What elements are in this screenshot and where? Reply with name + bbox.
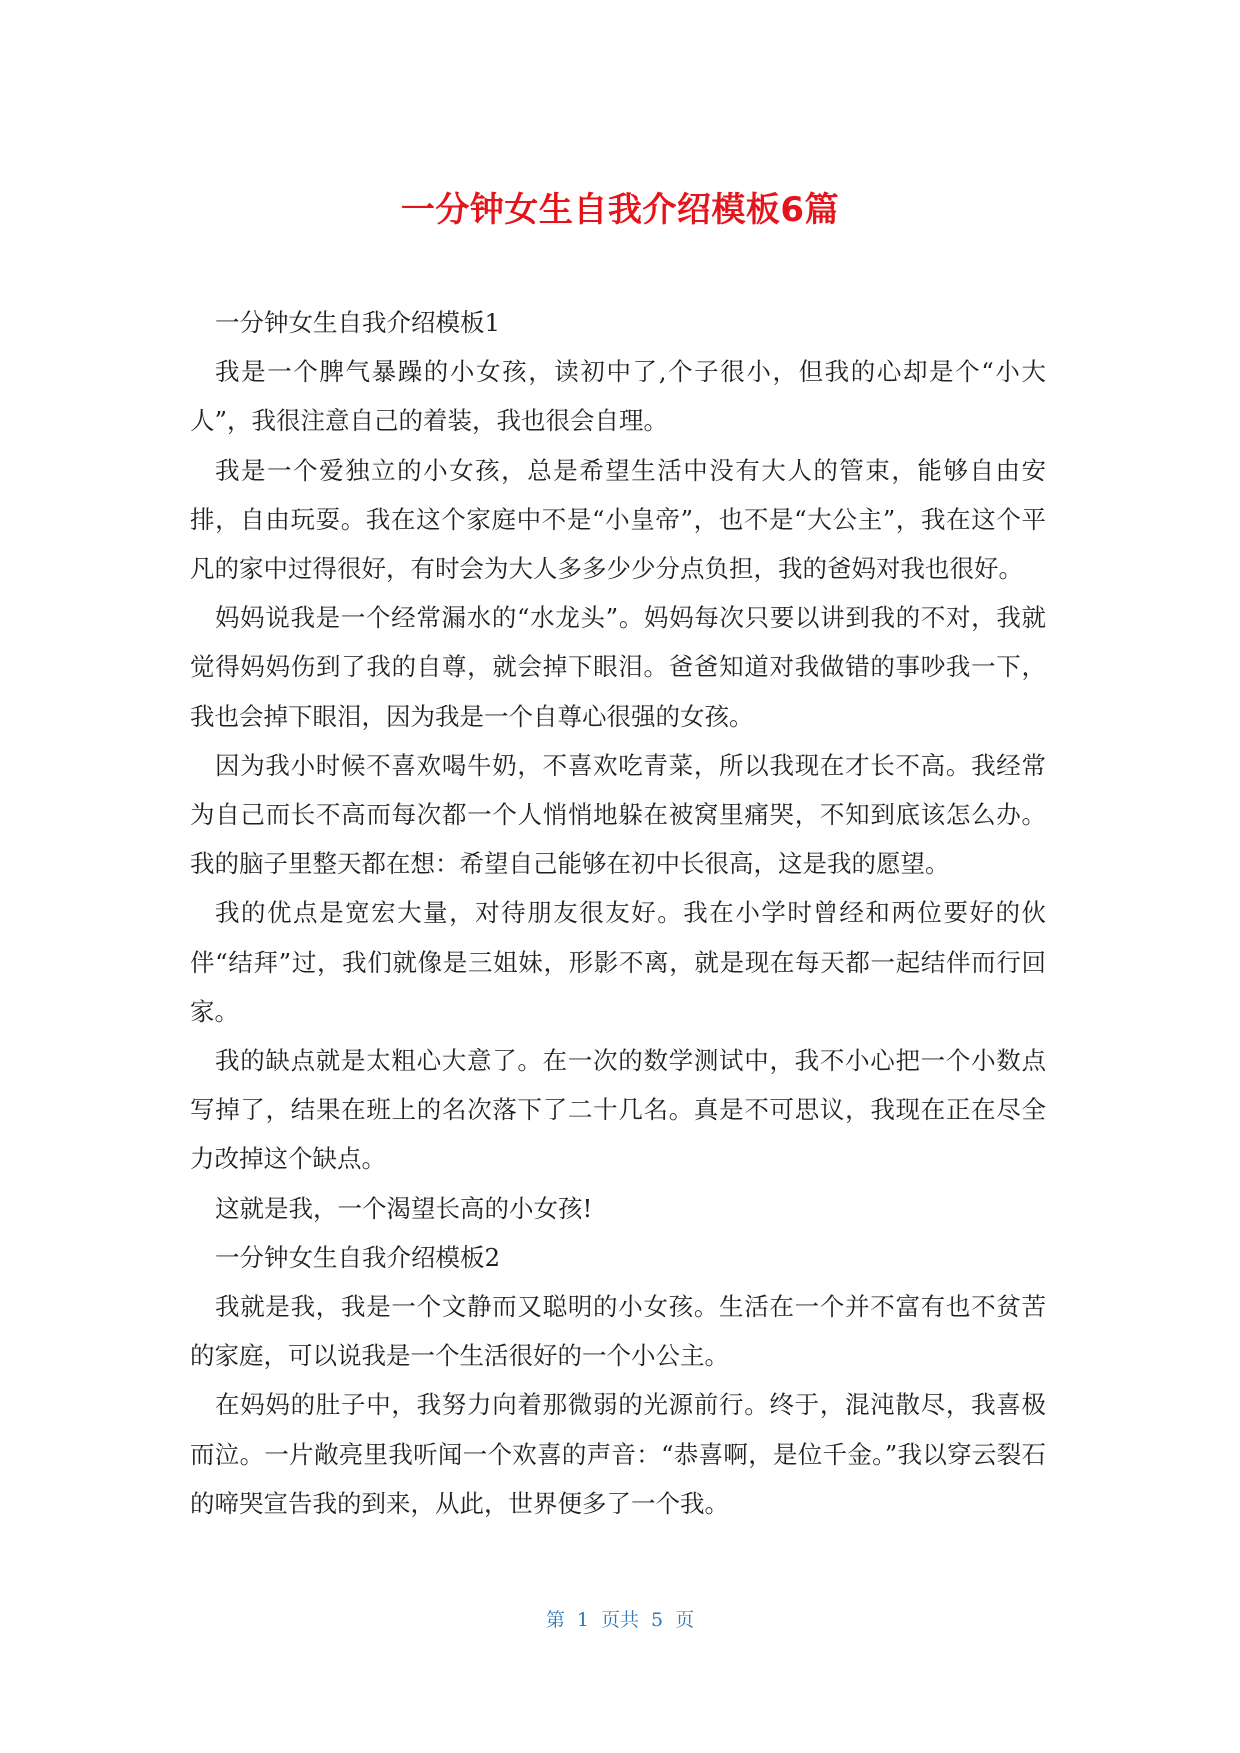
footer-page-total: 5 bbox=[651, 1609, 664, 1631]
paragraph: 妈妈说我是一个经常漏水的“水龙头”。妈妈每次只要以讲到我的不对，我就觉得妈妈伤到了我的自尊，就会掉下眼泪。爸爸知道对我做错的事吵我一下，我也会掉下眼泪，因为我是一个自尊心很强的女孩。 bbox=[190, 603, 1046, 731]
paragraph: 我是一个爱独立的小女孩，总是希望生活中没有大人的管束，能够自由安排，自由玩耍。我在这个家庭中不是“小皇帝”，也不是“大公主”，我在这个平凡的家中过得很好，有时会为大人多多少少分点负担，我的爸妈对我也很好。 bbox=[190, 455, 1046, 584]
paragraph: 我是一个脾气暴躁的小女孩，读初中了,个子很小，但我的心却是个“小大人”，我很注意自己的着装，我也很会自理。 bbox=[190, 357, 1046, 436]
paragraph: 在妈妈的肚子中，我努力向着那微弱的光源前行。终于，混沌散尽，我喜极而泣。一片敞亮里我听闻一个欢喜的声音：“恭喜啊，是位千金。”我以穿云裂石的啼哭宣告我的到来，从此，世界便多了一个我。 bbox=[190, 1390, 1046, 1518]
footer-page-prefix: 第 bbox=[545, 1609, 565, 1631]
paragraph: 我的优点是宽宏大量，对待朋友很友好。我在小学时曾经和两位要好的伙伴“结拜”过，我们就像是三姐妹，形影不离，就是现在每天都一起结伴而行回家。 bbox=[190, 898, 1046, 1026]
paragraph: 我的缺点就是太粗心大意了。在一次的数学测试中，我不小心把一个小数点写掉了，结果在班上的名次落下了二十几名。真是不可思议，我现在正在尽全力改掉这个缺点。 bbox=[190, 1046, 1046, 1174]
paragraph: 因为我小时候不喜欢喝牛奶，不喜欢吃青菜，所以我现在才长不高。我经常为自己而长不高而每次都一个人悄悄地躲在被窝里痛哭，不知到底该怎么办。我的脑子里整天都在想：希望自己能够在初中长很高，这是我的愿望。 bbox=[190, 750, 1046, 879]
footer-page-middle: 页共 bbox=[600, 1609, 639, 1631]
page-footer bbox=[0, 1606, 1240, 1634]
section-heading: 一分钟女生自我介绍模板2 bbox=[215, 1242, 501, 1272]
document-title: 一分钟女生自我介绍模板6篇 bbox=[400, 190, 840, 230]
section-heading: 一分钟女生自我介绍模板1 bbox=[215, 308, 501, 337]
document-body bbox=[190, 298, 1046, 1528]
paragraph: 这就是我，一个渴望长高的小女孩! bbox=[215, 1193, 593, 1223]
footer-page-suffix: 页 bbox=[675, 1609, 695, 1631]
paragraph: 我就是我，我是一个文静而又聪明的小女孩。生活在一个并不富有也不贫苦的家庭，可以说我是一个生活很好的一个小公主。 bbox=[190, 1292, 1046, 1371]
footer-page-current: 1 bbox=[576, 1609, 589, 1631]
